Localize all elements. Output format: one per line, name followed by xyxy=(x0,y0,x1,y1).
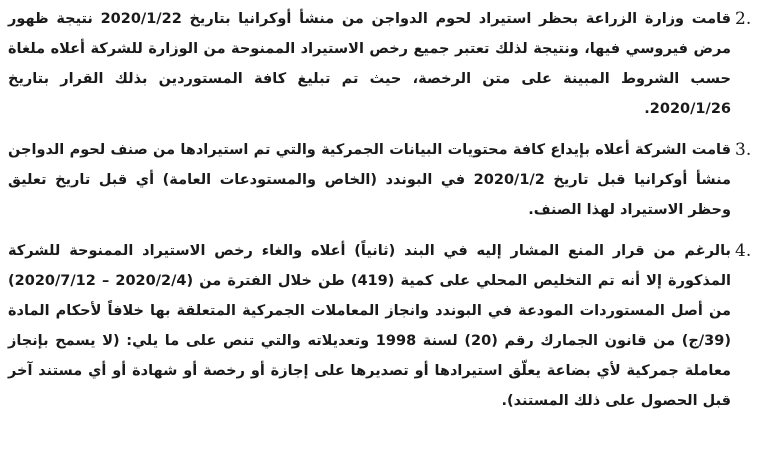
item-paragraph: قامت وزارة الزراعة بحظر استيراد لحوم الدواجن من منشأ أوكرانيا بتاريخ 2020/1/22 نتيجة ظهور مرض فيروسي فيها، ونتيجة لذلك تعتبر جميع رخص الاستيراد الممنوحة من الوزارة للشركة أعلاه ملغاة حسب الشروط المبينة على متن الرخصة، حيث تم تبليغ كافة المستوردين بذلك القرار بتاريخ 2020/1/26. xyxy=(8,11,732,117)
item-paragraph: قامت الشركة أعلاه بإيداع كافة محتويات البيانات الجمركية والتي تم استيرادها من صنف لحوم الدواجن منشأ أوكرانيا قبل تاريخ 2020/1/2 في البوندد (الخاص والمستودعات العامة) أي قبل تاريخ تعليق وحظر الاستيراد لهذا الصنف. xyxy=(8,142,731,218)
list-item-3 xyxy=(8,135,771,225)
list-item-4 xyxy=(8,236,771,416)
item-number: 2. xyxy=(735,9,752,29)
item-paragraph: بالرغم من قرار المنع المشار إليه في البند (ثانياً) أعلاه والغاء رخص الاستيراد الممنوحة للشركة المذكورة إلا أنه تم التخليص المحلي على كمية (419) طن خلال الفترة من (2020/2/4 – 2020/7/12) من أصل المستوردات المودعة في البوندد وانجاز المعاملات الجمركية المتعلقة بها خلافاً لأحكام المادة (39/ج) من قانون الجمارك رقم (20) لسنة 1998 وتعديلاته والتي تنص على ما يلي: (لا يسمح بإنجاز معاملة جمركية لأي بضاعة يعلّق استيرادها أو تصديرها على إجازة أو رخصة أو شهادة أو أي مستند آخر قبل الحصول على ذلك المستند). xyxy=(8,243,731,409)
item-number: 3. xyxy=(735,140,752,160)
item-number: 4. xyxy=(735,241,752,261)
list-item-2 xyxy=(8,4,771,124)
